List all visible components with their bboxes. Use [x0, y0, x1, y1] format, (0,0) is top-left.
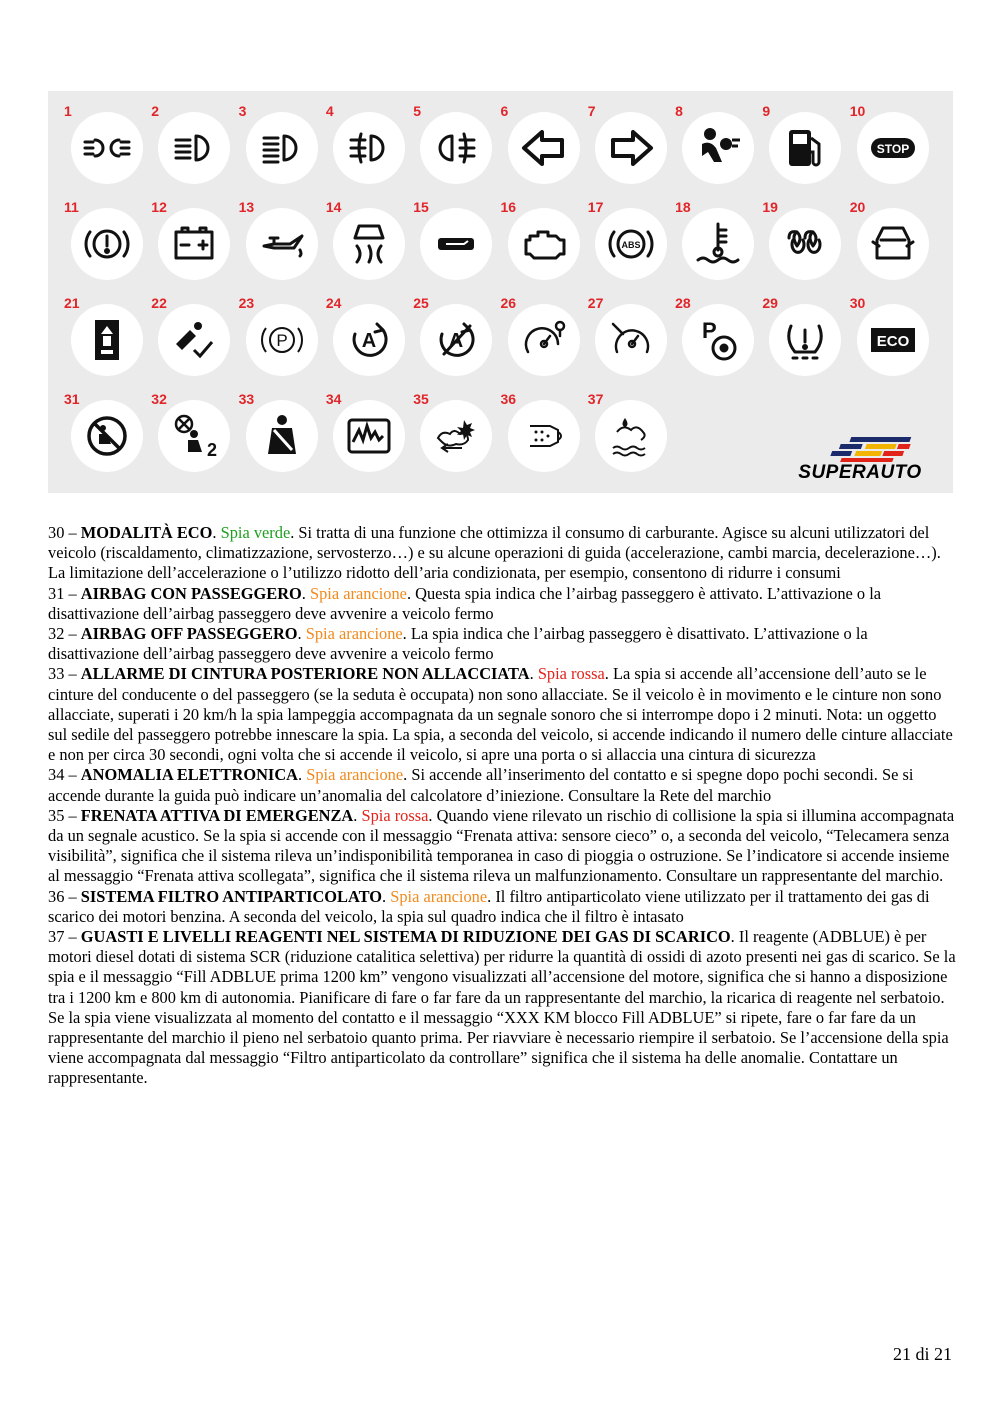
fuel-filter-water-icon — [71, 304, 143, 376]
superauto-logo-text: SUPERAUTO — [798, 462, 922, 483]
warning-light-number: 3 — [238, 103, 247, 119]
warning-light-17 — [586, 199, 672, 295]
warning-light-number: 20 — [849, 199, 866, 215]
warning-light-7 — [586, 103, 672, 199]
warning-light-9 — [760, 103, 846, 199]
warning-light-number: 19 — [762, 199, 778, 215]
entry-lamp-color: Spia rossa — [361, 805, 429, 825]
entry-30: 30 – MODALITÀ ECO. Spia verde. Si tratta di una funzione che ottimizza il consumo di carburante. Agisce su alcuni utilizzatori del veicolo (riscaldamento, climatizzazione, servosterzo…) e su alcune operazioni di guida (accelerazione, cambi marcia, decelerazione…). La limitazione dell’accelerazione o l’utilizzo ridotto dell’aria condizionata, per esempio, consentono di ridurre i consumi — [48, 523, 941, 583]
auto-start-stop-icon — [333, 304, 405, 376]
entry-number: 36 – — [48, 886, 81, 906]
entry-title: SISTEMA FILTRO ANTIPARTICOLATO — [80, 886, 382, 906]
page-number: 21 di 21 — [892, 1344, 952, 1364]
warning-light-37 — [586, 391, 672, 487]
warning-light-number: 21 — [64, 295, 80, 311]
warning-light-number: 36 — [500, 391, 517, 407]
warning-light-number: 18 — [675, 199, 691, 215]
entry-description: . Questa spia indica che l’airbag passeggero è attivato. L’attivazione o la disattivazione dell’airbag passeggero deve avvenire a veicolo fermo — [48, 583, 882, 623]
warning-light-number: 35 — [413, 391, 429, 407]
entry-number: 34 – — [48, 765, 81, 785]
warning-light-number: 16 — [500, 199, 517, 215]
svg-text:ABS: ABS — [621, 240, 641, 250]
airbag-icon — [682, 112, 754, 184]
warning-light-18 — [673, 199, 759, 295]
warning-light-number: 37 — [587, 391, 604, 407]
entry-31: 31 – AIRBAG CON PASSEGGERO. Spia arancione. Questa spia indica che l’airbag passeggero è attivato. L’attivazione o la disattivazione dell’airbag passeggero deve avvenire a veicolo fermo — [48, 583, 882, 623]
warning-light-30 — [848, 295, 934, 391]
entry-number: 31 – — [48, 583, 81, 603]
entry-description: . La spia si accende all’accensione dell’auto se le cinture del conducente o del passeggero (se la seduta è occupata) non sono allacciate. Se il veicolo è in movimento e le cinture non sono allacciate, superati i 20 km/h la spia lampeggia accompagnata da un segnale sonoro che si interrompe dopo i 2 minuti. Nota: un oggetto sul sedile del passeggero potrebbe innescare la spia. La spia, a seconda del veicolo, si accende indicando il numero delle cinture allacciate e non per circa 30 secondi, ogni volta che si accende il veicolo, si apre una porta o si allaccia una cintura di sicurezza — [48, 664, 953, 765]
emergency-braking-icon — [420, 400, 492, 472]
entry-description: . Si tratta di una funzione che ottimizza il consumo di carburante. Agisce su alcuni utilizzatori del veicolo (riscaldamento, climatizzazione, servosterzo…) e su alcune operazioni di guida (accelerazione, cambi marcia, decelerazione…). La limitazione dell’accelerazione o l’utilizzo ridotto dell’aria condizionata, per esempio, consentono di ridurre i consumi — [48, 523, 941, 583]
warning-light-4 — [324, 103, 410, 199]
electronic-fault-icon — [333, 400, 405, 472]
entry-37 — [48, 927, 956, 1089]
warning-light-8 — [673, 103, 759, 199]
entry-lamp-color: Spia arancione — [310, 583, 407, 603]
warning-light-number: 2 — [151, 103, 160, 119]
key-icon — [420, 208, 492, 280]
warning-light-14 — [324, 199, 410, 295]
entry-title: MODALITÀ ECO — [80, 523, 213, 542]
warning-light-number: 29 — [762, 295, 778, 311]
warning-light-12 — [149, 199, 235, 295]
warning-light-10 — [848, 103, 934, 199]
entry-36: 36 – SISTEMA FILTRO ANTIPARTICOLATO. Spia arancione. Il filtro antiparticolato viene utilizzato per il trattamento dei gas di scarico dei motori benzina. A seconda del veicolo, la spia sul quadro indica che il filtro è intasato — [48, 886, 930, 926]
warning-light-number: 1 — [64, 103, 72, 119]
speed-limiter-icon — [508, 304, 580, 376]
svg-text:2: 2 — [207, 440, 218, 460]
entry-34: 34 – ANOMALIA ELETTRONICA. Spia arancione. Si accende all’inserimento del contatto e si spegne dopo pochi secondi. Se si accende durante la guida può indicare un’anomalia del calcolatore d’iniezione. Consultare la Rete del marchio — [48, 765, 914, 805]
warning-light-number: 23 — [238, 295, 255, 311]
warning-light-23 — [237, 295, 323, 391]
entry-number: 33 – — [48, 664, 81, 684]
svg-text:P: P — [702, 318, 717, 343]
glow-plug-icon — [769, 208, 841, 280]
warning-light-13 — [237, 199, 323, 295]
warning-light-number: 17 — [587, 199, 604, 215]
warning-light-26 — [499, 295, 585, 391]
brake-warning-icon — [71, 208, 143, 280]
adblue-icon — [595, 400, 667, 472]
tire-pressure-icon — [769, 304, 841, 376]
warning-light-32 — [149, 391, 235, 487]
warning-light-2 — [149, 103, 235, 199]
position-lights-icon — [71, 112, 143, 184]
speed-limiter-off-icon — [595, 304, 667, 376]
entry-35: 35 – FRENATA ATTIVA DI EMERGENZA. Spia rossa. Quando viene rilevato un rischio di collisione la spia si illumina accompagnata da un segnale acustico. Se la spia si accende con il messaggio “Frenata attiva: sensore cieco” o, a seconda del veicolo, “Telecamera senza visibilità”, significa che il sistema rileva un’indisponibilità temporanea in caso di pioggia o ostruzione. Se l’indicatore si accende insieme al messaggio “Frenata attiva scollegata”, significa che il sistema rileva un malfunzionamento. Consultare un rappresentante del marchio. — [48, 805, 955, 886]
entry-title: AIRBAG CON PASSEGGERO — [80, 583, 302, 603]
warning-light-number: 7 — [587, 103, 596, 119]
svg-text:ECO: ECO — [876, 333, 909, 350]
steering-lock-icon — [158, 304, 230, 376]
stop-icon — [857, 112, 929, 184]
warning-light-19 — [760, 199, 846, 295]
warning-light-number: 32 — [151, 391, 167, 407]
warning-light-number: 12 — [151, 199, 167, 215]
rear-fog-lamp-icon — [420, 112, 492, 184]
warning-light-number: 24 — [325, 295, 342, 311]
entry-33: 33 – ALLARME DI CINTURA POSTERIORE NON ALLACCIATA. Spia rossa. La spia si accende all’accensione dell’auto se le cinture del conducente o del passeggero (se la seduta è occupata) non sono allacciate. Se il veicolo è in movimento e le cinture non sono allacciate, superati i 20 km/h la spia lampeggia accompagnata da un segnale sonoro che si interrompe dopo i 2 minuti. Nota: un oggetto sul sedile del passeggero potrebbe innescare la spia. La spia, a seconda del veicolo, si accende indicando il numero delle cinture allacciate e non per circa 30 secondi, ogni volta che si accende il veicolo, si apre una porta o si allaccia una cintura di sicurezza — [48, 664, 953, 765]
right-turn-signal-icon — [595, 112, 667, 184]
warning-light-number: 11 — [64, 199, 79, 215]
entry-number: 37 – — [48, 927, 81, 947]
warning-light-20 — [848, 199, 934, 295]
entries-text — [48, 523, 956, 1089]
entry-lamp-color: Spia arancione — [306, 765, 404, 785]
warning-light-28 — [673, 295, 759, 391]
warning-light-number: 27 — [587, 295, 604, 311]
entry-title: ANOMALIA ELETTRONICA — [80, 765, 298, 785]
electronic-parking-brake-icon — [682, 304, 754, 376]
entry-32: 32 – AIRBAG OFF PASSEGGERO. Spia arancione. La spia indica che l’airbag passeggero è disattivato. L’attivazione o la disattivazione dell’airbag passeggero deve avvenire a veicolo fermo — [48, 624, 868, 664]
warning-light-number: 8 — [675, 103, 683, 119]
warning-light-number: 4 — [325, 103, 334, 119]
svg-text:STOP: STOP — [876, 142, 909, 156]
warning-light-36 — [499, 391, 585, 487]
door-open-icon — [857, 208, 929, 280]
warning-light-6 — [499, 103, 585, 199]
passenger-airbag-on-icon — [71, 400, 143, 472]
entry-description: . La spia indica che l’airbag passeggero è disattivato. L’attivazione o la disattivazione dell’airbag passeggero deve avvenire a veicolo fermo — [48, 624, 868, 664]
warning-light-number: 31 — [64, 391, 80, 407]
warning-light-number: 28 — [675, 295, 691, 311]
entry-lamp-color: Spia arancione — [390, 886, 488, 906]
svg-text:A: A — [361, 330, 377, 352]
stability-control-icon — [333, 208, 405, 280]
battery-icon — [158, 208, 230, 280]
warning-light-15 — [411, 199, 497, 295]
warning-light-number: 14 — [325, 199, 342, 215]
seatbelt-icon — [246, 400, 318, 472]
entry-lamp-color: Spia verde — [220, 523, 291, 542]
warning-light-number: 5 — [413, 103, 421, 119]
low-beam-icon — [158, 112, 230, 184]
warning-light-number: 34 — [325, 391, 342, 407]
warning-light-number: 33 — [238, 391, 255, 407]
entry-description: . Il reagente (ADBLUE) è per motori diesel dotati di sistema SCR (riduzione catalitica selettiva) per ridurre la quantità di ossidi di azoto presenti nei gas di scarico. Se la spia e il messaggio “Fill ADBLUE prima 1200 km” vengono visualizzati all’accensione del motore, significa che si hanno a disposizione tra i 1200 km e 800 km di autonomia. Pianificare di fare o far fare da un rappresentante del marchio, la ricarica di reagente nel serbatoio. Se la spia viene visualizzata al momento del contatto e il messaggio “XXX KM blocco Fill ADBLUE” si ripete, fare o far fare da un rappresentante del marchio il pieno nel serbatoio quanto prima. Per riavviare è necessario riempire il serbatoio. Se l’accensione della spia viene accompagnata dal messaggio “Filtro antiparticolato da controllare” significa che il sistema ha delle anomalie. Contattare un rappresentante. — [48, 927, 956, 1088]
particulate-filter-icon — [508, 400, 580, 472]
coolant-temperature-icon — [682, 208, 754, 280]
entry-title: ALLARME DI CINTURA POSTERIORE NON ALLACCIATA — [80, 664, 530, 684]
warning-light-21 — [62, 295, 148, 391]
passenger-airbag-off-icon — [158, 400, 230, 472]
entry-number: 30 – — [48, 523, 81, 542]
entry-lamp-color: Spia arancione — [305, 624, 403, 644]
warning-light-number: 13 — [238, 199, 255, 215]
warning-light-number: 25 — [413, 295, 429, 311]
warning-light-24 — [324, 295, 410, 391]
warning-light-31 — [62, 391, 148, 487]
warning-light-34 — [324, 391, 410, 487]
warning-light-35 — [411, 391, 497, 487]
entry-lamp-color: Spia rossa — [537, 664, 605, 684]
auto-start-stop-off-icon — [420, 304, 492, 376]
warning-light-11 — [62, 199, 148, 295]
warning-light-5 — [411, 103, 497, 199]
eco-mode-icon — [857, 304, 929, 376]
svg-text:A: A — [448, 330, 464, 352]
warning-lights-panel — [48, 91, 953, 493]
entry-title: FRENATA ATTIVA DI EMERGENZA — [80, 805, 354, 825]
fuel-icon — [769, 112, 841, 184]
svg-text:P: P — [275, 331, 288, 350]
warning-light-number: 6 — [500, 103, 509, 119]
warning-light-29 — [760, 295, 846, 391]
warning-light-1 — [62, 103, 148, 199]
warning-light-25 — [411, 295, 497, 391]
entry-number: 32 – — [48, 624, 81, 644]
warning-light-number: 15 — [413, 199, 429, 215]
warning-light-22 — [149, 295, 235, 391]
abs-icon — [595, 208, 667, 280]
engine-check-icon — [508, 208, 580, 280]
front-fog-lamp-icon — [333, 112, 405, 184]
high-beam-icon — [246, 112, 318, 184]
warning-light-number: 26 — [500, 295, 517, 311]
entry-number: 35 – — [48, 805, 81, 825]
warning-light-number: 30 — [849, 295, 866, 311]
entry-description: . Il filtro antiparticolato viene utilizzato per il trattamento dei gas di scarico dei motori benzina. A seconda del veicolo, la spia sul quadro indica che il filtro è intasato — [48, 886, 930, 926]
warning-light-number: 22 — [151, 295, 167, 311]
warning-light-16 — [499, 199, 585, 295]
entry-description: . Si accende all’inserimento del contatto e si spegne dopo pochi secondi. Se si accende durante la guida può indicare un’anomalia del calcolatore d’iniezione. Consultare la Rete del marchio — [48, 765, 914, 805]
warning-light-3 — [237, 103, 323, 199]
parking-brake-icon — [246, 304, 318, 376]
warning-light-number: 10 — [849, 103, 866, 119]
warning-light-number: 9 — [762, 103, 771, 119]
warning-light-33 — [237, 391, 323, 487]
entry-title: GUASTI E LIVELLI REAGENTI NEL SISTEMA DI RIDUZIONE DEI GAS DI SCARICO — [80, 927, 731, 947]
warning-light-27 — [586, 295, 672, 391]
oil-pressure-icon — [246, 208, 318, 280]
entry-description: . Quando viene rilevato un rischio di collisione la spia si illumina accompagnata da un segnale acustico. Se la spia si accende con il messaggio “Frenata attiva: sensore cieco” o, a seconda del veicolo, “Telecamera senza visibilità”, significa che il sistema rileva un’indisponibilità temporanea in caso di pioggia o ostruzione. Se l’indicatore si accende insieme al messaggio “Frenata attiva scollegata”, significa che il sistema rileva un malfunzionamento. Consultare un rappresentante del marchio. — [48, 805, 955, 886]
left-turn-signal-icon — [508, 112, 580, 184]
entry-title: AIRBAG OFF PASSEGGERO — [80, 624, 298, 644]
